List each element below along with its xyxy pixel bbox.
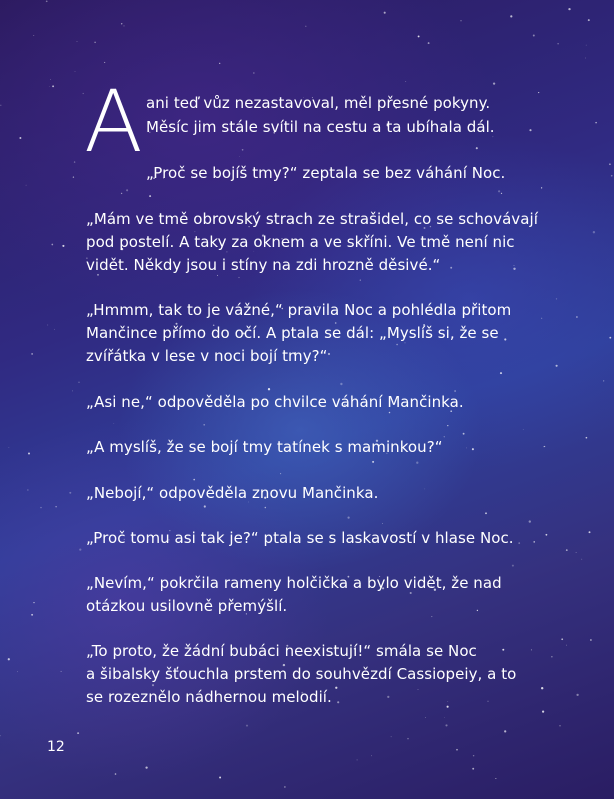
text-line: ani teď vůz nezastavoval, měl přesné pokyny. (146, 94, 491, 112)
text-line: se rozeznělo nádhernou melodií. (86, 688, 332, 706)
text-line: Mančince přímo do očí. A ptala se dál: „Myslíš si, že se (86, 324, 499, 342)
text-line: „Hmmm, tak to je vážné,“ pravila Noc a pohlédla přitom (86, 301, 512, 319)
drop-cap-letter: A (84, 72, 143, 172)
text-line: „Nevím,“ pokrčila rameny holčička a bylo vidět, že nad (86, 574, 502, 592)
text-line: „To proto, že žádní bubáci neexistují!“ smála se Noc (86, 642, 477, 660)
text-line: „Mám ve tmě obrovský strach ze strašidel, co se schovávají (86, 210, 538, 228)
text-line: otázkou usilovně přemýšlí. (86, 597, 288, 615)
page-number: 12 (47, 739, 65, 755)
text-line: a šibalsky šťouchla prstem do souhvězdí Cassiopeiy, a to (86, 665, 517, 683)
text-line: „Asi ne,“ odpověděla po chvilce váhání Mančinka. (86, 393, 464, 411)
text-line: zvířátka v lese v noci bojí tmy?“ (86, 347, 328, 365)
text-line: „A myslíš, že se bojí tmy tatínek s maminkou?“ (86, 438, 443, 456)
text-line: „Proč tomu asi tak je?“ ptala se s laskavostí v hlase Noc. (86, 529, 514, 547)
text-line: „Proč se bojíš tmy?“ zeptala se bez váhání Noc. (146, 164, 506, 182)
text-line: vidět. Někdy jsou i stíny na zdi hrozně děsivé.“ (86, 256, 441, 274)
text-line: pod postelí. A taky za oknem a ve skříni. Ve tmě není nic (86, 233, 515, 251)
text-line: Měsíc jim stále svítil na cestu a ta ubíhala dál. (146, 118, 495, 136)
text-line: „Nebojí,“ odpověděla znovu Mančinka. (86, 484, 379, 502)
